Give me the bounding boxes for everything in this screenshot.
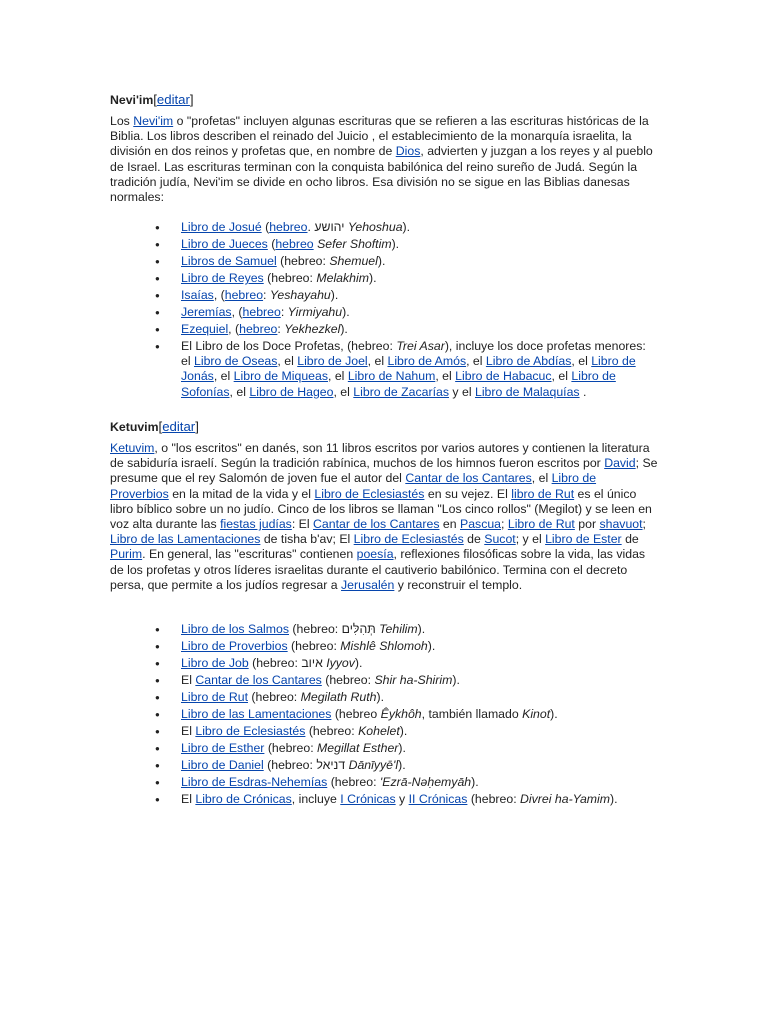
text: , el	[551, 369, 572, 384]
text: , (	[231, 305, 243, 319]
link-jerusalen[interactable]: Jerusalén	[341, 577, 395, 592]
italic-text: Divrei ha-Yamim	[520, 792, 611, 806]
text: ).	[427, 639, 436, 653]
list-item	[110, 690, 658, 705]
text: (hebreo:	[305, 724, 359, 738]
list-item	[110, 758, 658, 773]
link-hebreo[interactable]: hebreo	[275, 237, 314, 251]
link-rut[interactable]: Libro de Rut	[181, 690, 248, 704]
link-dios[interactable]: Dios	[395, 144, 421, 159]
link-reyes[interactable]: Libro de Reyes	[181, 271, 264, 285]
text: Los	[110, 114, 134, 128]
text: ).	[391, 237, 400, 251]
list-item	[110, 237, 658, 252]
text: , el	[277, 354, 298, 369]
list-item	[110, 254, 658, 269]
heading-ketuvim	[110, 419, 658, 435]
text: ).	[610, 792, 618, 806]
link-poesia[interactable]: poesía	[356, 547, 394, 562]
text: ).	[417, 622, 426, 636]
link-hebreo[interactable]: hebreo	[224, 288, 264, 302]
text: (hebreo:	[264, 741, 318, 755]
text: y reconstruir el templo.	[394, 577, 523, 592]
italic-text: Dānīyyē'l	[348, 758, 399, 772]
italic-text: Megillat Esther	[317, 741, 399, 755]
text: de	[463, 532, 485, 547]
text: . En general, las "escrituras" contienen	[142, 547, 357, 562]
text: , el	[328, 369, 348, 384]
link-hebreo[interactable]: hebreo	[242, 305, 281, 319]
italic-text: Shir ha-Shirim	[374, 673, 453, 687]
italic-text: Yekhezkel	[284, 322, 341, 336]
link-zacarias[interactable]: Libro de Zacarías	[353, 384, 449, 399]
text: ).	[330, 288, 339, 302]
text: (hebreo: דניאל	[263, 758, 349, 772]
italic-text: Kohelet	[358, 724, 400, 738]
italic-text: Trei Asar	[396, 339, 445, 353]
italic-text: Iyyov	[326, 656, 355, 670]
list-item	[110, 339, 658, 400]
heading-neviim-text: Nevi'im	[110, 93, 154, 107]
link-david[interactable]: David	[604, 456, 636, 471]
link-hebreo[interactable]: hebreo	[239, 322, 278, 336]
list-item	[110, 724, 658, 739]
heading-neviim	[110, 92, 658, 108]
text: (hebreo:	[321, 673, 375, 687]
italic-text: 'Ezrā-Nəḥemyāh	[379, 775, 472, 789]
link-proverbios[interactable]: Libro de Proverbios	[110, 471, 597, 501]
link-ezequiel[interactable]: Ezequiel	[181, 322, 229, 336]
text: ).	[398, 758, 406, 772]
link-pascua[interactable]: Pascua	[460, 517, 502, 532]
italic-text: Yehoshua	[347, 220, 403, 234]
text: El	[181, 792, 196, 806]
list-item	[110, 673, 658, 688]
text: :	[263, 288, 270, 302]
list-item	[110, 775, 658, 790]
link-daniel[interactable]: Libro de Daniel	[181, 758, 264, 772]
text: , el	[571, 354, 592, 369]
text: (hebreo:	[248, 690, 301, 704]
list-item	[110, 220, 658, 235]
link-rut[interactable]: libro de Rut	[511, 486, 575, 501]
link-oseas[interactable]: Libro de Oseas	[194, 354, 278, 369]
link-salmos[interactable]: Libro de los Salmos	[181, 622, 289, 636]
text: , reflexiones filosóficas sobre la vida, las vidas de los profetas y otros líderes israelitas durante el cautiverio babilónico. Termina con el decreto persa, que permite a los judíos regresar a	[110, 547, 646, 592]
link-habacuc[interactable]: Libro de Habacuc	[455, 369, 552, 384]
text: y	[395, 792, 409, 806]
text: ; y el	[515, 532, 546, 547]
link-job[interactable]: Libro de Job	[181, 656, 249, 670]
link-ii-cronicas[interactable]: II Crónicas	[408, 792, 468, 806]
text: (	[261, 220, 270, 234]
link-jueces[interactable]: Libro de Jueces	[181, 237, 268, 251]
list-item	[110, 622, 658, 637]
text: ).	[354, 656, 363, 670]
text: :	[280, 305, 288, 319]
text: es el único libro bíblico sobre un no judío. Cinco de los libros se llaman "Los cinco rollos" (Megilot) y se leen en voz alta durante las	[110, 486, 652, 532]
link-cantar[interactable]: Cantar de los Cantares	[405, 471, 532, 486]
link-shavuot[interactable]: shavuot	[599, 517, 643, 532]
link-samuel[interactable]: Libros de Samuel	[181, 254, 277, 268]
text: , el	[229, 384, 250, 399]
link-amos[interactable]: Libro de Amós	[387, 354, 467, 369]
text: (hebreo:	[276, 254, 330, 268]
list-item	[110, 656, 658, 671]
list-item	[110, 322, 658, 337]
link-rut[interactable]: Libro de Rut	[507, 517, 575, 532]
text: .	[579, 384, 587, 399]
link-isaias[interactable]: Isaías	[181, 288, 214, 302]
list-item	[110, 271, 658, 286]
list-item	[110, 741, 658, 756]
text: , (	[213, 288, 225, 302]
text: ).	[402, 220, 411, 234]
link-eclesiastes[interactable]: Libro de Eclesiastés	[314, 486, 425, 501]
heading-ketuvim-text: Ketuvim	[110, 420, 159, 434]
italic-text: Megilath Ruth	[300, 690, 377, 704]
list-item	[110, 305, 658, 320]
link-proverbios[interactable]: Libro de Proverbios	[181, 639, 288, 653]
italic-text: Mishlê Shlomoh	[340, 639, 428, 653]
link-eclesiastes[interactable]: Libro de Eclesiastés	[353, 532, 464, 547]
text: , (	[228, 322, 240, 336]
text: ).	[340, 322, 348, 336]
text: , el	[213, 369, 234, 384]
text: (hebreo:	[467, 792, 521, 806]
list-neviim	[110, 220, 658, 402]
text: de	[621, 532, 639, 547]
text: (hebreo:	[327, 775, 380, 789]
text: (hebreo:	[263, 271, 317, 285]
text: ).	[342, 305, 350, 319]
paragraph-ketuvim	[110, 441, 658, 593]
italic-text: Melakhim	[316, 271, 369, 285]
text: , el	[333, 384, 354, 399]
italic-text: Kinot	[522, 707, 551, 721]
text: ;	[501, 517, 508, 532]
text: ).	[368, 271, 377, 285]
link-hageo[interactable]: Libro de Hageo	[249, 384, 334, 399]
link-fiestas[interactable]: fiestas judías	[220, 517, 292, 532]
paragraph-neviim	[110, 114, 658, 205]
text: ).	[550, 707, 558, 721]
text: El	[181, 673, 196, 687]
text: o "profetas" incluyen algunas escrituras que se refieren a las escrituras históricas de la Biblia. Los libros describen el reinado del Juicio , el establecimiento de la monarquía israelita, la división en dos reinos y profetas que, en nombre de	[110, 114, 649, 159]
text: ), incluye los doce profetas menores: el	[181, 339, 646, 369]
link-nahum[interactable]: Libro de Nahum	[347, 369, 436, 384]
text: , el	[435, 369, 456, 384]
edit-link-ketuvim[interactable]: editar	[162, 419, 196, 434]
text: , el	[531, 471, 552, 486]
link-ketuvim[interactable]: Ketuvim	[110, 441, 155, 455]
text: ).	[471, 775, 479, 789]
text: ).	[452, 673, 460, 687]
edit-bracket-close: ]	[189, 92, 194, 107]
link-lamentaciones[interactable]: Libro de las Lamentaciones	[181, 707, 332, 721]
link-esdras-nehemias[interactable]: Libro de Esdras-Nehemías	[181, 775, 328, 789]
text: (hebreo	[331, 707, 381, 721]
edit-link-neviim[interactable]: editar	[156, 92, 190, 107]
text: , advierten y juzgan a los reyes y al pueblo de Israel. Las escrituras terminan con la conquista babilónica del reino sureño de Judá. Según la tradición judía, Nevi'im se divide en ocho libros. Esa división no se sigue en las Biblias danesas normales:	[110, 144, 653, 205]
link-i-cronicas[interactable]: I Crónicas	[340, 792, 396, 806]
list-item	[110, 707, 658, 722]
text: El Libro de los Doce Profetas, (hebreo:	[181, 339, 397, 353]
text: , o "los escritos" en danés, son 11 libros escritos por varios autores y contienen la literatura de sabiduría israelí. Según la tradición rabínica, muchos de los himnos fueron escritos por	[110, 441, 650, 471]
link-lamentaciones[interactable]: Libro de las Lamentaciones	[110, 532, 261, 547]
italic-text: Tehilim	[379, 622, 418, 636]
italic-text: Yirmiyahu	[287, 305, 343, 319]
text: , el	[367, 354, 388, 369]
link-joel[interactable]: Libro de Joel	[297, 354, 368, 369]
edit-bracket-close: ]	[195, 419, 199, 434]
link-sofonias[interactable]: Libro de Sofonías	[181, 369, 616, 399]
link-neviim[interactable]: Nevi'im	[133, 114, 174, 128]
text: ).	[398, 741, 406, 755]
text: y el	[449, 384, 475, 399]
link-jeremias[interactable]: Jeremías	[181, 305, 232, 319]
text: en	[439, 517, 460, 532]
text: en la mitad de la vida y el	[168, 486, 315, 501]
italic-text: Êykhôh	[380, 707, 422, 721]
text: por	[574, 517, 600, 532]
edit-bracket-open: [	[158, 419, 163, 434]
link-hebreo[interactable]: hebreo	[269, 220, 308, 234]
link-purim[interactable]: Purim	[110, 547, 143, 562]
link-josue[interactable]: Libro de Josué	[181, 220, 262, 234]
text: de tisha b'av; El	[260, 532, 354, 547]
link-cantar[interactable]: Cantar de los Cantares	[195, 673, 322, 687]
text: , incluye	[291, 792, 341, 806]
text: en su vejez. El	[424, 486, 512, 501]
list-item	[110, 288, 658, 303]
link-cantar[interactable]: Cantar de los Cantares	[313, 517, 440, 532]
italic-text: Shemuel	[329, 254, 378, 268]
italic-text: Sefer Shoftim	[317, 237, 392, 251]
text: (hebreo: תְּהִלִּים	[289, 622, 380, 636]
text: El	[181, 724, 196, 738]
italic-text: Yeshayahu	[269, 288, 331, 302]
link-esther[interactable]: Libro de Esther	[181, 741, 265, 755]
link-eclesiastes[interactable]: Libro de Eclesiastés	[195, 724, 306, 738]
link-ester[interactable]: Libro de Ester	[545, 532, 622, 547]
list-ketuvim	[110, 622, 658, 809]
list-item	[110, 639, 658, 654]
text: , el	[466, 354, 486, 369]
text: ).	[377, 254, 386, 268]
text: (	[267, 237, 276, 251]
text: ).	[399, 724, 408, 738]
text: ; Se presume que el rey Salomón de joven fue el autor del	[110, 456, 658, 486]
text: :	[277, 322, 285, 336]
link-sucot[interactable]: Sucot	[484, 532, 516, 547]
text: . יהושע	[307, 220, 348, 234]
text: (hebreo:	[287, 639, 341, 653]
link-miqueas[interactable]: Libro de Miqueas	[233, 369, 328, 384]
text: (hebreo: איוב	[248, 656, 327, 670]
text: : El	[291, 517, 314, 532]
link-malaquias[interactable]: Libro de Malaquías	[474, 384, 580, 399]
link-cronicas[interactable]: Libro de Crónicas	[195, 792, 292, 806]
link-abdias[interactable]: Libro de Abdías	[485, 354, 572, 369]
list-item	[110, 792, 658, 807]
edit-bracket-open: [	[153, 92, 157, 107]
link-jonas[interactable]: Libro de Jonás	[181, 354, 636, 384]
text: , también llamado	[421, 707, 523, 721]
text: ;	[642, 517, 646, 532]
text: ).	[376, 690, 385, 704]
